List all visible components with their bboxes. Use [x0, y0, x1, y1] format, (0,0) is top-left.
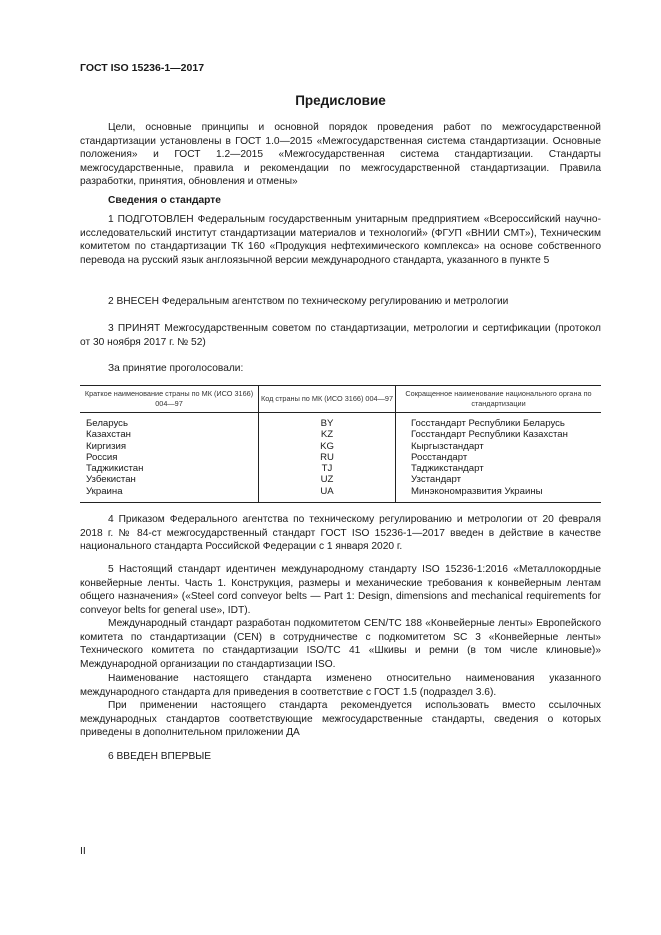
- cell-country: Таджикистан: [86, 463, 144, 475]
- cell-country: Украина: [86, 485, 123, 497]
- info-heading: Сведения о стандарте: [108, 195, 221, 206]
- cell-country: Казахстан: [86, 429, 131, 441]
- item-4: 4 Приказом Федерального агентства по техническому регулированию и метрологии от 20 февраля 2018 г. № 84-ст межгосударственный стандарт ГОСТ ISO 15236-1—2017 введен в действие в качестве национального стандарта Российской Федерации с 1 января 2020 г.: [80, 514, 601, 553]
- cell-body: Минэкономразвития Украины: [396, 486, 602, 503]
- voting-table: [80, 385, 601, 503]
- item-6: 6 ВВЕДЕН ВПЕРВЫЕ: [108, 751, 212, 762]
- table-row: [80, 452, 601, 463]
- cell-body: Кыргызстандарт: [396, 441, 602, 452]
- table-row: [80, 486, 601, 503]
- cell-body: Росстандарт: [396, 452, 602, 463]
- item-5: 5 Настоящий стандарт идентичен международному стандарту ISO 15236-1:2016 «Металлокордные конвейерные ленты. Часть 1. Конструкция, размеры и механические требования к конвейерным лентам общего назначения» («Steel cord conveyor belts — Part 1: Design, dimensions and mechanical requirements for conveyor belts for general use», IDT).: [80, 564, 601, 616]
- item-3: 3 ПРИНЯТ Межгосударственным советом по стандартизации, метрологии и сертификации (протокол от 30 ноября 2017 г. № 52): [80, 323, 601, 348]
- item-1: 1 ПОДГОТОВЛЕН Федеральным государственным унитарным предприятием «Всероссийский научно-исследовательский институт стандартизации материалов и технологий» (ФГУП «ВНИИ СМТ»), Техническим комитетом по стандартизации ТК 160 «Продукция нефтехимического комплекса» на основе собственного перевода на русский язык англоязычной версии международного стандарта, указанного в пункте 5: [80, 214, 601, 266]
- col-header-code: Код страны по МК (ИСО 3166) 004—97: [259, 386, 396, 413]
- cell-country: Киргизия: [86, 440, 127, 452]
- cell-code: UZ: [259, 474, 396, 485]
- table-row: [80, 463, 601, 474]
- cell-country: Россия: [86, 451, 118, 463]
- table-row: [80, 413, 601, 430]
- cell-code: RU: [259, 452, 396, 463]
- cell-code: KG: [259, 441, 396, 452]
- table-header-row: [80, 386, 601, 413]
- page-number: II: [80, 845, 86, 857]
- intro-paragraph: Цели, основные принципы и основной порядок проведения работ по межгосударственной стандартизации установлены в ГОСТ 1.0—2015 «Межгосударственная система стандартизации. Основные положения» и ГОСТ 1.2—2015 «Межгосударственная система стандартизации. Стандарты межгосударственные, правила и рекомендации по межгосударственной стандартизации. Правила разработки, принятия, обновления и отмены»: [80, 122, 601, 188]
- table-row: [80, 474, 601, 485]
- item-5-paragraph-2: Международный стандарт разработан подкомитетом CEN/TC 188 «Конвейерные ленты» Европейского комитета по стандартизации (CEN) в сотрудничестве с подкомитетом SC 3 «Конвейерные ленты» Технического комитета по стандартизации ISO/TC 41 «Шкивы и ремни (в том числе клиновые)» Международной организации по стандартизации ISO.: [80, 618, 601, 670]
- cell-body: Узстандарт: [396, 474, 602, 485]
- page-title: Предисловие: [295, 93, 386, 108]
- item-2: 2 ВНЕСЕН Федеральным агентством по техническому регулированию и метрологии: [108, 296, 509, 307]
- col-header-body: Сокращенное наименование национального органа по стандартизации: [396, 386, 602, 413]
- cell-code: BY: [259, 413, 396, 430]
- table-row: [80, 429, 601, 440]
- item-5-paragraph-3: Наименование настоящего стандарта изменено относительно наименования указанного международного стандарта для приведения в соответствие с ГОСТ 1.5 (подраздел 3.6).: [80, 673, 601, 698]
- cell-country: Беларусь: [86, 418, 128, 429]
- cell-body: Таджикстандарт: [396, 463, 602, 474]
- table-row: [80, 441, 601, 452]
- cell-code: TJ: [259, 463, 396, 474]
- item-5-paragraph-4: При применении настоящего стандарта рекомендуется использовать вместо ссылочных международных стандартов соответствующие межгосударственные стандарты, сведения о которых приведены в дополнительном приложении ДА: [80, 700, 601, 739]
- document-id: ГОСТ ISO 15236-1—2017: [80, 62, 205, 74]
- cell-body: Госстандарт Республики Беларусь: [396, 413, 602, 430]
- voted-label: За принятие проголосовали:: [108, 363, 244, 374]
- cell-code: UA: [259, 486, 396, 503]
- cell-country: Узбекистан: [86, 474, 136, 486]
- cell-body: Госстандарт Республики Казахстан: [396, 429, 602, 440]
- col-header-country: Краткое наименование страны по МК (ИСО 3166) 004—97: [80, 386, 259, 413]
- cell-code: KZ: [259, 429, 396, 440]
